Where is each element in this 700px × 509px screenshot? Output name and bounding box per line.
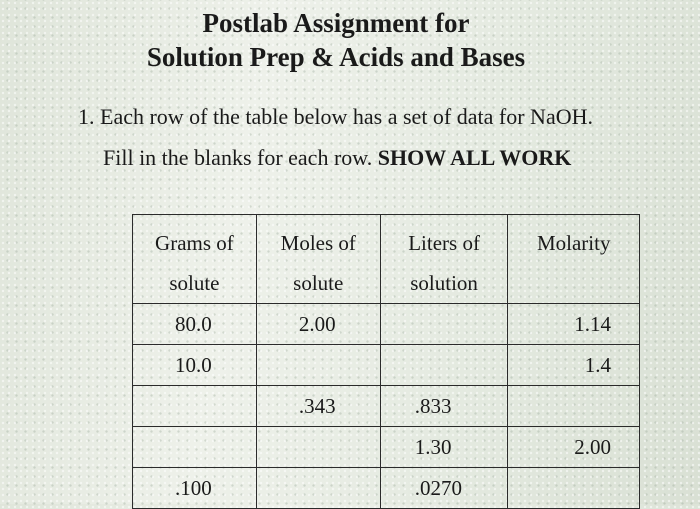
table-cell — [380, 468, 508, 509]
header-text: solute — [169, 271, 220, 295]
table-cell — [133, 468, 257, 509]
table-cell — [256, 345, 380, 386]
table-cell — [256, 304, 380, 345]
cell-value: .0270 — [414, 475, 462, 500]
question-instruction: Fill in the blanks for each row. — [103, 145, 378, 170]
table-row — [133, 345, 640, 386]
table-cell — [256, 468, 380, 509]
header-text: solution — [410, 271, 478, 295]
cell-value: 1.4 — [584, 352, 611, 377]
table-cell — [380, 304, 508, 345]
cell-value: 1.30 — [414, 434, 452, 459]
cell-value: .833 — [414, 393, 452, 418]
naoh-data-table — [132, 214, 640, 509]
table-cell — [133, 304, 257, 345]
cell-value: .100 — [175, 475, 212, 500]
cell-value: .343 — [298, 393, 336, 418]
header-molarity — [508, 215, 640, 304]
table-cell — [256, 427, 380, 468]
header-text: solute — [293, 271, 344, 295]
cell-value: 2.00 — [298, 311, 336, 336]
assignment-title-line-1: Postlab Assignment for — [202, 8, 470, 38]
table-cell — [380, 386, 508, 427]
table-cell — [380, 427, 508, 468]
table-row — [133, 468, 640, 509]
table-cell — [508, 386, 640, 427]
table-cell — [133, 386, 257, 427]
question-text-line-2 — [103, 144, 571, 172]
header-text: Grams of — [155, 231, 234, 255]
header-text: Moles of — [280, 231, 356, 255]
table-row — [133, 427, 640, 468]
table-cell — [380, 345, 508, 386]
header-grams-of-solute — [133, 215, 257, 304]
cell-value: 1.14 — [574, 311, 611, 336]
question-text-line-1: 1. Each row of the table below has a set of data for NaOH. — [78, 104, 593, 129]
table-header-row — [133, 215, 640, 304]
assignment-title-line-2: Solution Prep & Acids and Bases — [146, 42, 526, 72]
table-row — [133, 304, 640, 345]
header-liters-of-solution — [380, 215, 508, 304]
cell-value: 2.00 — [574, 434, 611, 459]
table-cell — [508, 427, 640, 468]
table-cell — [133, 345, 257, 386]
show-all-work-emphasis: SHOW ALL WORK — [377, 145, 572, 170]
table-cell — [508, 468, 640, 509]
table-row — [133, 386, 640, 427]
table-cell — [508, 304, 640, 345]
table-cell — [508, 345, 640, 386]
header-text: Molarity — [536, 231, 611, 255]
header-text: Liters of — [408, 231, 480, 255]
table-cell — [256, 386, 380, 427]
header-moles-of-solute — [256, 215, 380, 304]
cell-value: 80.0 — [175, 311, 212, 336]
table-cell — [133, 427, 257, 468]
cell-value: 10.0 — [175, 352, 212, 377]
